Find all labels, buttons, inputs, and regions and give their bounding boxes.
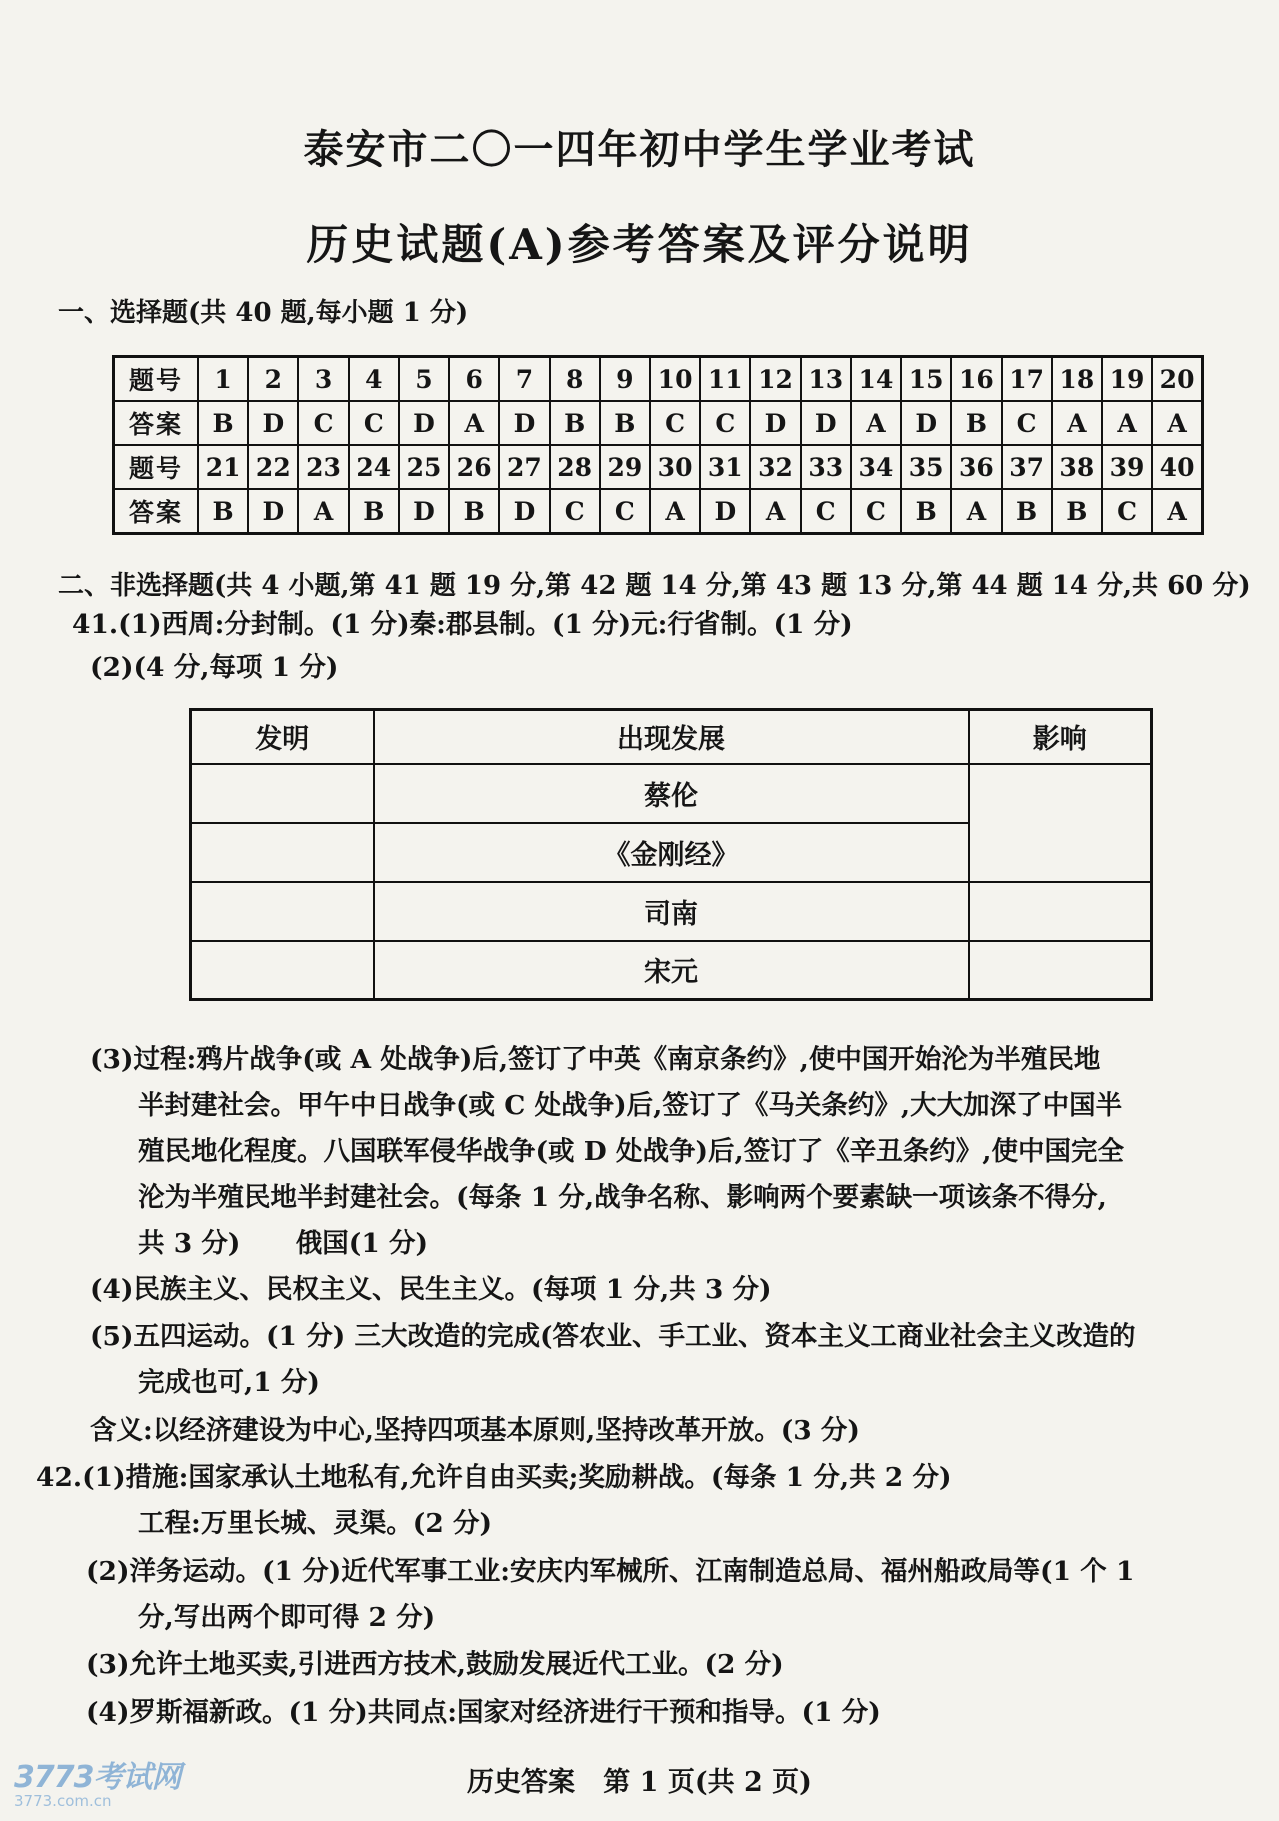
answer-cell: B	[198, 401, 248, 445]
answer-cell: C	[298, 401, 348, 445]
question-number-cell: 37	[1002, 445, 1052, 489]
question-number-cell: 23	[298, 445, 348, 489]
question-number-cell: 21	[198, 445, 248, 489]
header-impact: 影响	[969, 710, 1152, 764]
answer-cell: D	[399, 401, 449, 445]
answer-cell: C	[1002, 401, 1052, 445]
answer-cell: A	[1152, 401, 1202, 445]
q42-part1-line1: 42.(1)措施:国家承认土地私有,允许自由买卖;奖励耕战。(每条 1 分,共 2 分)	[36, 1462, 952, 1493]
question-number-cell: 20	[1152, 357, 1202, 402]
question-number-cell: 8	[550, 357, 600, 402]
answer-cell: B	[1002, 489, 1052, 534]
question-number-cell: 34	[851, 445, 901, 489]
answer-cell: B	[349, 489, 399, 534]
blank-cell	[969, 764, 1152, 882]
answer-cell: B	[1052, 489, 1102, 534]
q42-part2-line2: 分,写出两个即可得 2 分)	[138, 1602, 436, 1633]
section-1-heading: 一、选择题(共 40 题,每小题 1 分)	[58, 298, 469, 328]
question-number-cell: 9	[600, 357, 650, 402]
q42-part4: (4)罗斯福新政。(1 分)共同点:国家对经济进行干预和指导。(1 分)	[86, 1697, 881, 1728]
question-number-cell: 31	[700, 445, 750, 489]
question-number-cell: 4	[349, 357, 399, 402]
answer-cell: C	[851, 489, 901, 534]
question-number-cell: 29	[600, 445, 650, 489]
table-header-row	[191, 710, 1152, 764]
header-development: 出现发展	[374, 710, 969, 764]
question-number-cell: 24	[349, 445, 399, 489]
question-number-cell: 22	[248, 445, 298, 489]
question-number-cell: 10	[650, 357, 700, 402]
answer-cell: B	[198, 489, 248, 534]
blank-cell	[191, 764, 374, 823]
question-number-cell: 33	[801, 445, 851, 489]
development-cell: 司南	[374, 882, 969, 941]
question-number-cell: 26	[449, 445, 499, 489]
table-row	[114, 489, 1203, 534]
watermark-url: 3773.com.cn	[14, 1792, 112, 1810]
answer-cell: B	[901, 489, 951, 534]
question-number-cell: 38	[1052, 445, 1102, 489]
answer-cell: D	[901, 401, 951, 445]
q41-part4: (4)民族主义、民权主义、民生主义。(每项 1 分,共 3 分)	[90, 1274, 772, 1305]
answer-label: 答案	[114, 489, 199, 534]
question-number-cell: 27	[499, 445, 549, 489]
q41-part5-line2: 完成也可,1 分)	[138, 1367, 320, 1398]
q41-part3-line3: 殖民地化程度。八国联军侵华战争(或 D 处战争)后,签订了《辛丑条约》,使中国完全	[138, 1136, 1124, 1167]
blank-cell	[191, 823, 374, 882]
answer-cell: A	[298, 489, 348, 534]
question-number-cell: 39	[1102, 445, 1152, 489]
question-number-cell: 25	[399, 445, 449, 489]
question-number-cell: 40	[1152, 445, 1202, 489]
question-number-cell: 14	[851, 357, 901, 402]
question-number-cell: 19	[1102, 357, 1152, 402]
site-watermark	[14, 1752, 194, 1812]
answer-cell: D	[750, 401, 800, 445]
question-number-cell: 15	[901, 357, 951, 402]
question-number-cell: 7	[499, 357, 549, 402]
question-number-cell: 30	[650, 445, 700, 489]
question-number-cell: 18	[1052, 357, 1102, 402]
header-invention: 发明	[191, 710, 374, 764]
answer-cell: C	[550, 489, 600, 534]
multiple-choice-answer-table	[112, 355, 1204, 535]
table-row	[114, 445, 1203, 489]
table-row	[191, 764, 1152, 823]
section-2-heading: 二、非选择题(共 4 小题,第 41 题 19 分,第 42 题 14 分,第 43 题 13 分,第 44 题 14 分,共 60 分)	[58, 571, 1251, 601]
question-number-cell: 32	[750, 445, 800, 489]
q42-part2-line1: (2)洋务运动。(1 分)近代军事工业:安庆内军械所、江南制造总局、福州船政局等(1 个 1	[86, 1556, 1135, 1587]
question-number-cell: 12	[750, 357, 800, 402]
q42-part3: (3)允许土地买卖,引进西方技术,鼓励发展近代工业。(2 分)	[86, 1649, 784, 1680]
q41-part2-label: (2)(4 分,每项 1 分)	[90, 652, 339, 683]
answer-cell: A	[650, 489, 700, 534]
table-row	[191, 941, 1152, 1000]
answer-cell: A	[951, 489, 1001, 534]
q41-part3-line5: 共 3 分) 俄国(1 分)	[138, 1228, 429, 1259]
question-number-cell: 3	[298, 357, 348, 402]
question-number-cell: 5	[399, 357, 449, 402]
question-number-cell: 13	[801, 357, 851, 402]
answer-cell: B	[600, 401, 650, 445]
question-number-label: 题号	[114, 357, 199, 402]
answer-cell: A	[1052, 401, 1102, 445]
question-number-cell: 6	[449, 357, 499, 402]
answer-cell: A	[1102, 401, 1152, 445]
answer-cell: C	[600, 489, 650, 534]
q41-part1: 41.(1)西周:分封制。(1 分)秦:郡县制。(1 分)元:行省制。(1 分)	[72, 609, 853, 640]
q42-part1-line2: 工程:万里长城、灵渠。(2 分)	[138, 1508, 493, 1539]
question-number-label: 题号	[114, 445, 199, 489]
answer-cell: A	[750, 489, 800, 534]
q41-part3-line2: 半封建社会。甲午中日战争(或 C 处战争)后,签订了《马关条约》,大大加深了中国半	[138, 1090, 1123, 1121]
answer-label: 答案	[114, 401, 199, 445]
blank-cell	[191, 882, 374, 941]
question-number-cell: 1	[198, 357, 248, 402]
answer-cell: B	[550, 401, 600, 445]
answer-cell: C	[700, 401, 750, 445]
development-cell: 宋元	[374, 941, 969, 1000]
table-row	[191, 882, 1152, 941]
answer-cell: A	[449, 401, 499, 445]
blank-cell	[969, 882, 1152, 941]
question-number-cell: 36	[951, 445, 1001, 489]
answer-cell: D	[801, 401, 851, 445]
question-number-cell: 28	[550, 445, 600, 489]
page-footer: 历史答案 第 1 页(共 2 页)	[467, 1767, 812, 1798]
answer-cell: C	[1102, 489, 1152, 534]
answer-cell: D	[700, 489, 750, 534]
answer-cell: D	[499, 401, 549, 445]
development-cell: 《金刚经》	[374, 823, 969, 882]
answer-cell: C	[650, 401, 700, 445]
development-cell: 蔡伦	[374, 764, 969, 823]
question-number-cell: 16	[951, 357, 1001, 402]
exam-subtitle: 历史试题(A)参考答案及评分说明	[306, 220, 973, 269]
q41-meaning: 含义:以经济建设为中心,坚持四项基本原则,坚持改革开放。(3 分)	[90, 1415, 860, 1446]
question-number-cell: 35	[901, 445, 951, 489]
answer-cell: D	[399, 489, 449, 534]
table-row	[114, 357, 1203, 402]
answer-cell: D	[248, 401, 298, 445]
inventions-table	[189, 708, 1153, 1001]
answer-cell: A	[1152, 489, 1202, 534]
q41-part3-line4: 沦为半殖民地半封建社会。(每条 1 分,战争名称、影响两个要素缺一项该条不得分,	[138, 1182, 1107, 1213]
answer-cell: D	[499, 489, 549, 534]
answer-cell: B	[449, 489, 499, 534]
answer-cell: A	[851, 401, 901, 445]
table-row	[114, 401, 1203, 445]
question-number-cell: 17	[1002, 357, 1052, 402]
answer-cell: B	[951, 401, 1001, 445]
question-number-cell: 2	[248, 357, 298, 402]
blank-cell	[969, 941, 1152, 1000]
exam-title: 泰安市二〇一四年初中学生学业考试	[303, 126, 976, 173]
q41-part5-line1: (5)五四运动。(1 分) 三大改造的完成(答农业、手工业、资本主义工商业社会主义改造的	[90, 1321, 1136, 1352]
answer-cell: C	[801, 489, 851, 534]
answer-cell: C	[349, 401, 399, 445]
answer-cell: D	[248, 489, 298, 534]
q41-part3-line1: (3)过程:鸦片战争(或 A 处战争)后,签订了中英《南京条约》,使中国开始沦为半殖民地	[90, 1044, 1101, 1075]
question-number-cell: 11	[700, 357, 750, 402]
blank-cell	[191, 941, 374, 1000]
watermark-brand: 3773考试网	[14, 1760, 181, 1795]
